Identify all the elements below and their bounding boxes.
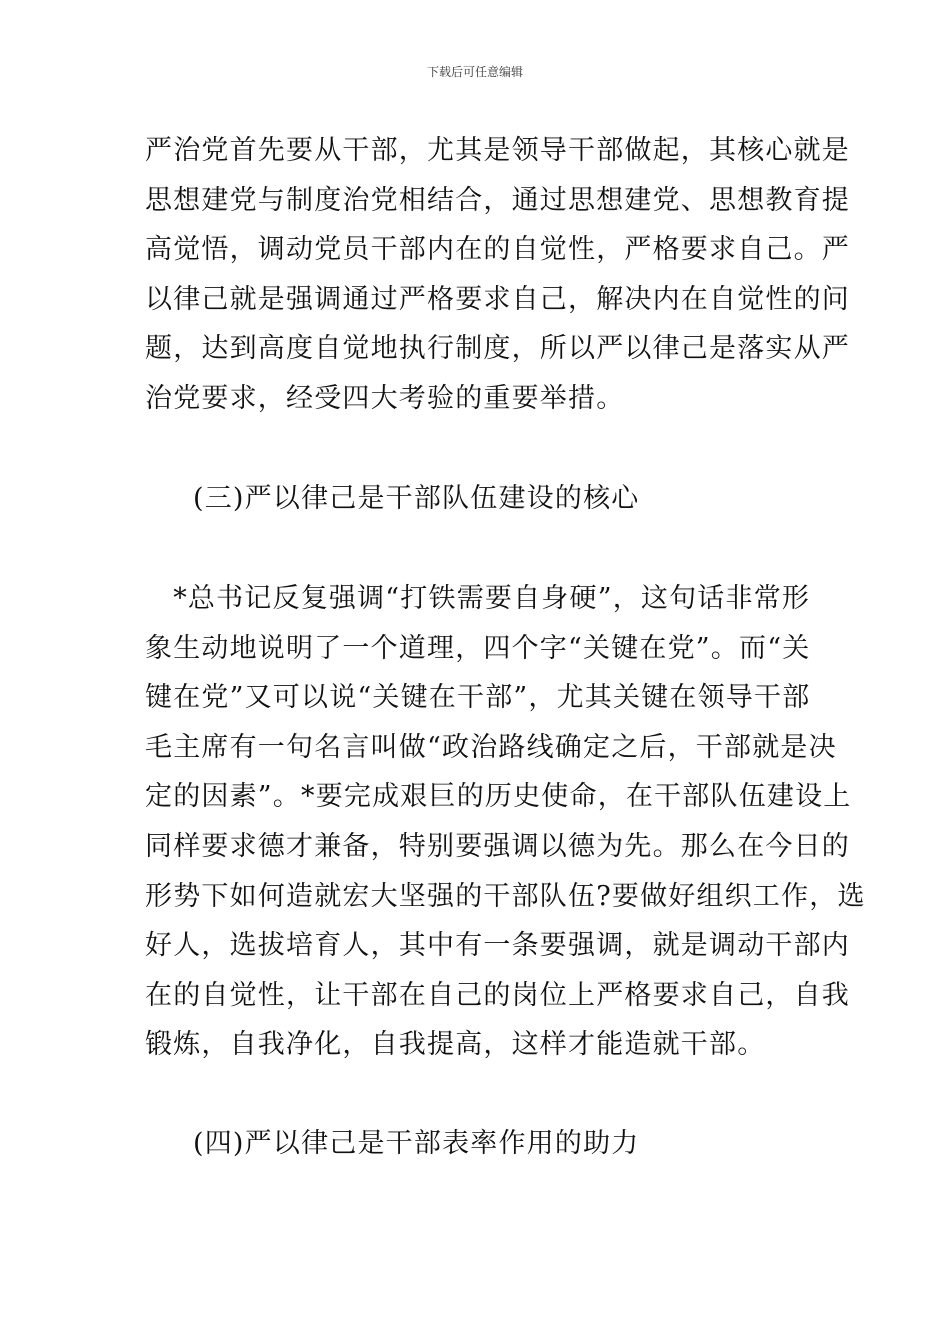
paragraph-line: 好人，选拔培育人，其中有一条要强调，就是调动干部内	[145, 930, 850, 962]
page-header: 下载后可任意编辑	[426, 65, 523, 79]
paragraph-line: 严治党首先要从干部，尤其是领导干部做起，其核心就是	[145, 135, 850, 166]
paragraph-line: *总书记反复强调“打铁需要自身硬”，这句话非常形	[145, 583, 811, 614]
paragraph-line: 键在党”又可以说“关键在干部”，尤其关键在领导干部	[145, 682, 811, 714]
paragraph-2	[145, 574, 866, 1070]
paragraph-line: 定的因素”。*要完成艰巨的历史使命，在干部队伍建设上	[145, 781, 852, 813]
paragraph-line: 治党要求，经受四大考验的重要举措。	[145, 382, 625, 414]
paragraph-1	[145, 126, 850, 424]
paragraph-line: 高觉悟，调动党员干部内在的自觉性，严格要求自己。严	[145, 234, 850, 266]
paragraph-line: 以律己就是强调通过严格要求自己，解决内在自觉性的问	[145, 283, 850, 315]
paragraph-line: 题，达到高度自觉地执行制度，所以严以律己是落实从严	[145, 333, 850, 365]
paragraph-line: 思想建党与制度治党相结合，通过思想建党、思想教育提	[145, 184, 850, 216]
section-heading-4	[193, 1119, 858, 1169]
paragraph-line: 在的自觉性，让干部在自己的岗位上严格要求自己，自我	[145, 979, 850, 1011]
paragraph-line: 形势下如何造就宏大坚强的干部队伍?要做好组织工作，选	[145, 880, 866, 912]
paragraph-line: 锻炼，自我净化，自我提高，这样才能造就干部。	[145, 1029, 766, 1061]
section-heading-text: (四)严以律己是干部表率作用的助力	[193, 1128, 640, 1159]
paragraph-line: 同样要求德才兼备，特别要强调以德为先。那么在今日的	[145, 830, 850, 862]
paragraph-line: 毛主席有一句名言叫做“政治路线确定之后，干部就是决	[145, 731, 837, 763]
paragraph-line: 象生动地说明了一个道理，四个字“关键在党”。而“关	[145, 632, 811, 664]
section-heading-text: (三)严以律己是干部队伍建设的核心	[193, 483, 640, 514]
section-heading-3	[193, 474, 858, 524]
